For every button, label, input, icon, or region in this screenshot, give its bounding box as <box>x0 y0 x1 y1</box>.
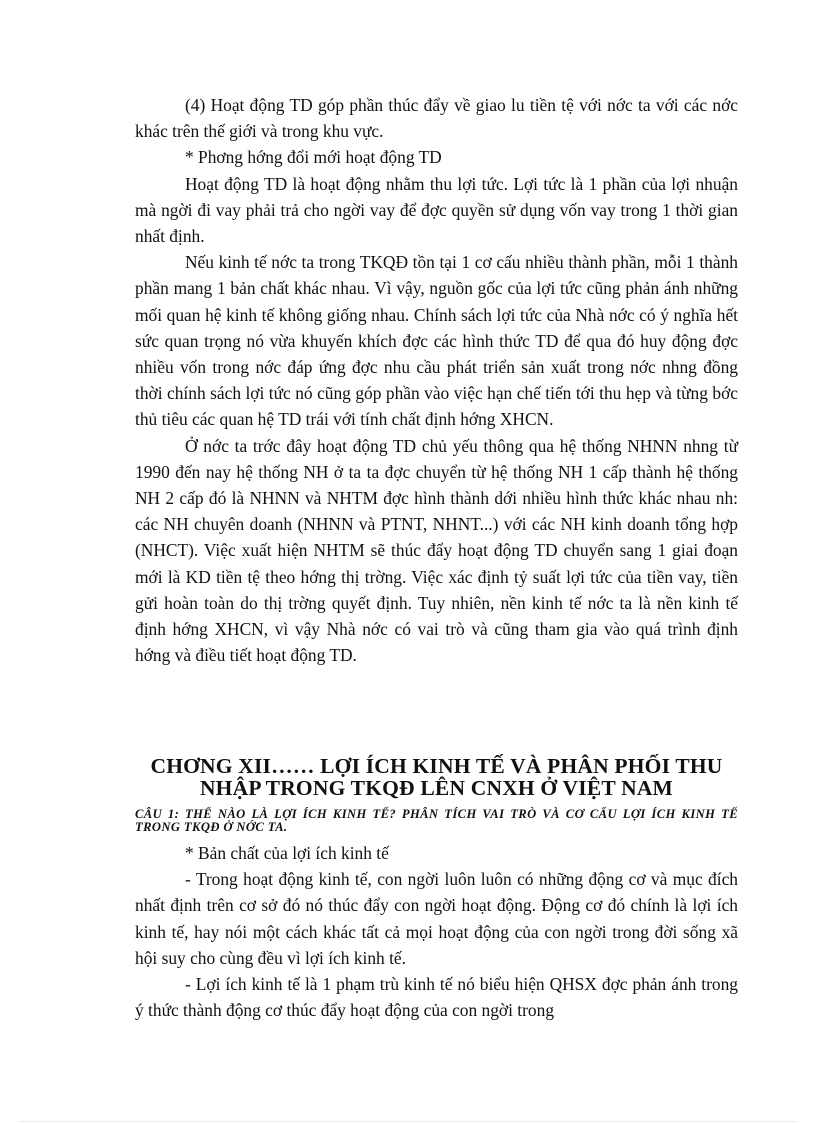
paragraph: (4) Hoạt động TD góp phần thúc đẩy về giao lu tiền tệ với nớc ta với các nớc khác trên thế giới và trong khu vực. <box>135 95 738 142</box>
page-bottom-divider <box>20 1121 796 1122</box>
paragraph: * Phơng hớng đổi mới hoạt động TD <box>185 147 442 168</box>
paragraph: * Bản chất của lợi ích kinh tế <box>185 843 389 863</box>
paragraph: - Trong hoạt động kinh tế, con ngời luôn luôn có những động cơ và mục đích nhất định trên cơ sở đó nó thúc đẩy con ngời hoạt động. Động cơ đó chính là lợi ích kinh tế, hay nói một cách khác tất cả mọi hoạt động của con ngời trong đời sống xã hội suy cho cùng đều vì lợi ích kinh tế. <box>135 869 738 968</box>
paragraph: Hoạt động TD là hoạt động nhằm thu lợi tức. Lợi tức là 1 phần của lợi nhuận mà ngời đi vay phải trả cho ngời vay để đợc quyền sử dụng vốn vay trong 1 thời gian nhất định. <box>135 173 738 247</box>
paragraph: Ở nớc ta trớc đây hoạt động TD chủ yếu thông qua hệ thống NHNN nhng từ 1990 đến nay hệ thống NH ở ta ta đợc chuyển từ hệ thống NH 1 cấp thành hệ thống NH 2 cấp đó là NHNN và NHTM đợc hình thành dới nhiều hình thức khác nhau nh: các NH chuyên doanh (NHNN và PTNT, NHNT...) với các NH kinh doanh tổng hợp (NHCT). Việc xuất hiện NHTM sẽ thúc đẩy hoạt động TD chuyển sang 1 giai đoạn mới là KD tiền tệ theo hớng thị trờng. Việc xác định tỷ suất lợi tức của tiền vay, tiền gửi hoàn toàn do thị trờng quyết định. Tuy nhiên, nền kinh tế nớc ta là nền kinh tế định hớng XHCN, vì vậy Nhà nớc có vai trò và cũng tham gia vào quá trình định hớng và điều tiết hoạt động TD. <box>135 435 738 666</box>
paragraph: Nếu kinh tế nớc ta trong TKQĐ tồn tại 1 cơ cấu nhiều thành phần, mỗi 1 thành phần mang 1 bản chất khác nhau. Vì vậy, nguồn gốc của lợi tức cũng phản ánh những mối quan hệ kinh tế không giống nhau. Chính sách lợi tức của Nhà nớc có ý nghĩa hết sức quan trọng nó vừa khuyến khích đợc các hình thức TD để qua đó huy động đợc nhiều vốn trong nớc đáp ứng đợc nhu cầu phát triển sản xuất trong nớc nhng đồng thời chính sách lợi tức nó cũng góp phần vào việc hạn chế tiến tới thu hẹp và từng bớc thủ tiêu các quan hệ TD trái với tính chất định hớng XHCN. <box>135 252 738 430</box>
question-heading: CÂU 1: THẾ NÀO LÀ LỢI ÍCH KINH TẾ? PHÂN TÍCH VAI TRÒ VÀ CƠ CẤU LỢI ÍCH KINH TẾ TRONG TKQĐ Ở NỚC TA. <box>135 807 738 834</box>
body-text-section-2 <box>135 840 738 1023</box>
body-text-section-1 <box>135 92 738 668</box>
paragraph: - Lợi ích kinh tế là 1 phạm trù kinh tế nó biểu hiện QHSX đợc phản ánh trong ý thức thành động cơ thúc đẩy hoạt động của con ngời trong <box>135 974 738 1021</box>
chapter-heading: CHƠNG XII…… LỢI ÍCH KINH TẾ VÀ PHÂN PHỐI THU NHẬP TRONG TKQĐ LÊN CNXH Ở VIỆT NAM <box>150 754 723 800</box>
